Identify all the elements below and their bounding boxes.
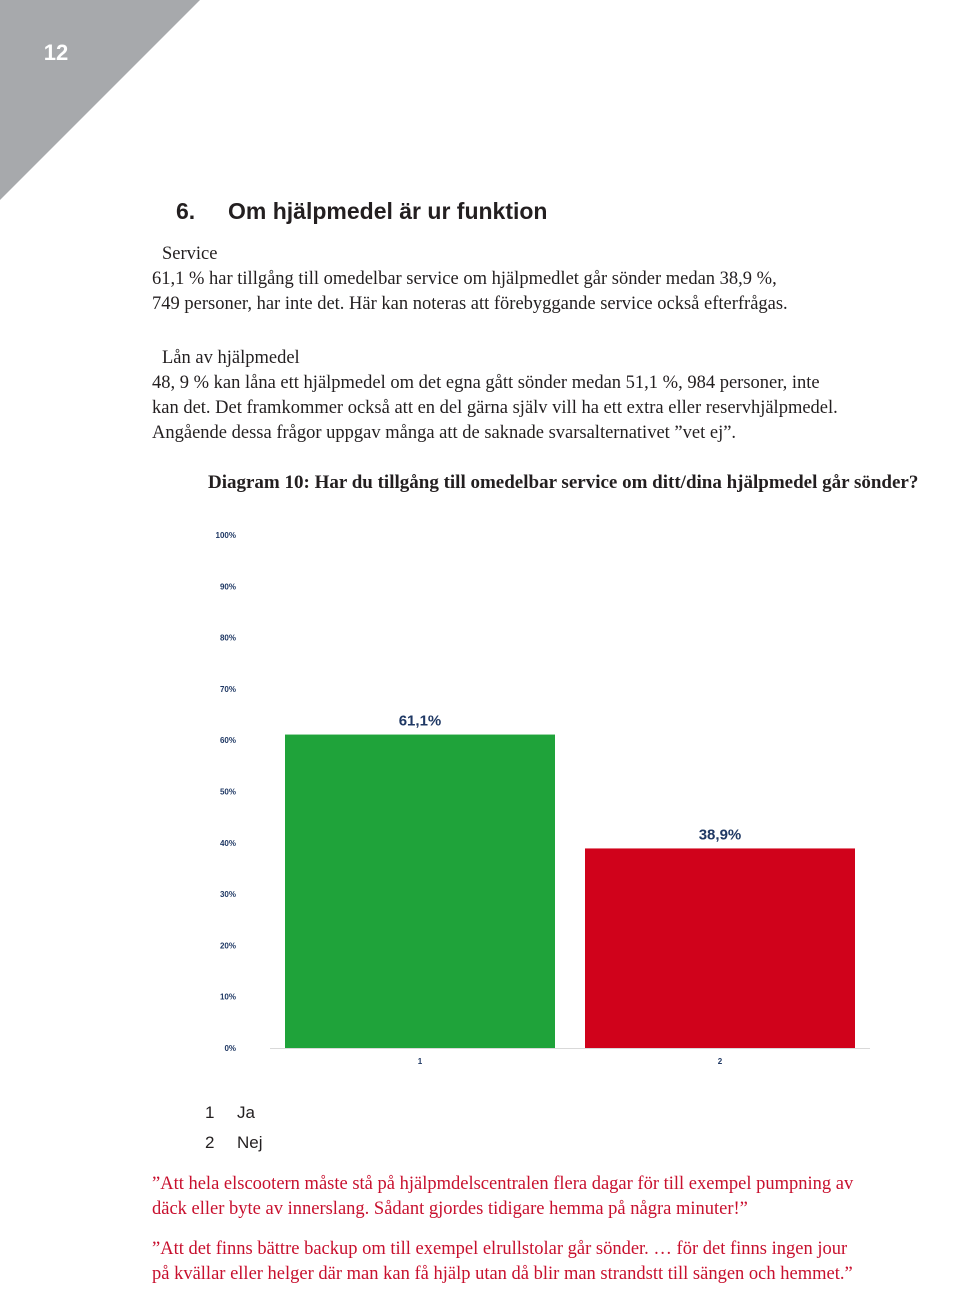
y-tick-label: 20%: [219, 941, 236, 951]
page-number: 12: [43, 40, 69, 65]
service-section: [152, 242, 952, 317]
legend-item: [205, 1128, 263, 1158]
loan-line: 48, 9 % kan låna ett hjälpmedel om det egna gått sönder medan 51,1 %, 984 personer, inte: [152, 373, 820, 393]
service-title: Service: [162, 244, 218, 264]
y-tick-label: 90%: [219, 582, 236, 592]
bar-2: [585, 848, 855, 1048]
diagram-title: Diagram 10: Har du tillgång till omedelbar service om ditt/dina hjälpmedel går sönder?: [208, 472, 919, 493]
loan-line: Angående dessa frågor uppgav många att de saknade svarsalternativet ”vet ej”.: [152, 423, 737, 443]
service-line: 749 personer, har inte det. Här kan noteras att förebyggande service också efterfrågas.: [152, 294, 788, 314]
quote-line: ”Att det finns bättre backup om till exempel elrullstolar går sönder. … för det finns ingen jour: [152, 1239, 848, 1259]
bar-chart: [200, 520, 900, 1080]
x-tick-label: 1: [417, 1057, 423, 1066]
loan-line: kan det. Det framkommer också att en del gärna själv vill ha ett extra eller reservhjälpmedel.: [152, 398, 838, 418]
bar-1: [285, 735, 555, 1048]
y-tick-label: 70%: [219, 684, 236, 694]
legend-key: 2: [205, 1133, 215, 1152]
legend-label: Ja: [237, 1103, 255, 1122]
legend-key: 1: [205, 1103, 215, 1122]
y-tick-label: 10%: [219, 992, 236, 1002]
quote-line: däck eller byte av innerslang. Sådant gjordes tidigare hemma på några minuter!”: [152, 1199, 748, 1219]
y-tick-label: 60%: [219, 736, 236, 746]
y-tick-label: 80%: [219, 633, 236, 643]
section-number: 6.: [176, 198, 196, 224]
page-corner-tab: [0, 0, 200, 200]
loan-section: [152, 346, 952, 446]
legend-label: Nej: [237, 1133, 263, 1152]
y-tick-label: 30%: [219, 890, 236, 900]
legend-item: [205, 1098, 263, 1128]
data-label: 61,1%: [398, 712, 442, 730]
section-heading: [176, 198, 547, 225]
quote-2: [152, 1237, 960, 1287]
chart-legend: [205, 1098, 263, 1158]
y-tick-label: 50%: [219, 787, 236, 797]
quote-1: [152, 1172, 960, 1222]
y-tick-label: 40%: [219, 838, 236, 848]
quote-line: ”Att hela elscootern måste stå på hjälpmdelscentralen flera dagar för till exempel pumpning av: [152, 1174, 854, 1194]
loan-title: Lån av hjälpmedel: [162, 348, 300, 368]
service-line: 61,1 % har tillgång till omedelbar service om hjälpmedlet går sönder medan 38,9 %,: [152, 269, 777, 289]
y-tick-label: 0%: [224, 1044, 236, 1053]
section-title: Om hjälpmedel är ur funktion: [228, 198, 548, 224]
y-tick-label: 100%: [215, 531, 236, 540]
data-label: 38,9%: [698, 826, 742, 844]
x-tick-label: 2: [717, 1057, 723, 1066]
quote-line: på kvällar eller helger där man kan få hjälp utan då blir man strandstt till sängen och hemmet.”: [152, 1264, 853, 1284]
